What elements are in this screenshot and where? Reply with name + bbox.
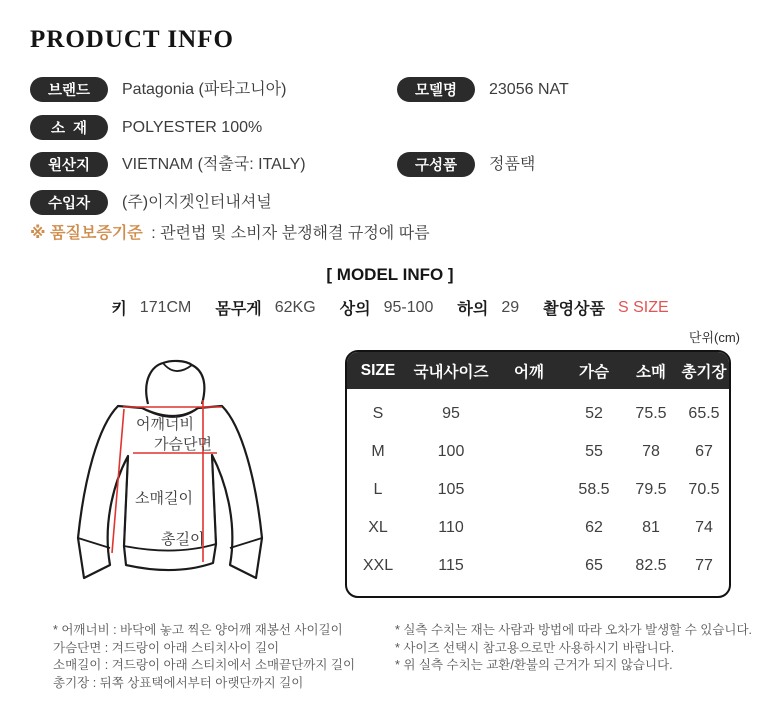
sweater-diagram xyxy=(30,352,330,607)
stat-value: 62KG xyxy=(274,298,316,316)
model-stats xyxy=(0,296,780,319)
cell-chest: 65 xyxy=(585,557,603,574)
col-sleeve: 소매 xyxy=(636,363,666,381)
field-row-importer xyxy=(30,190,272,215)
stat-label: 상의 xyxy=(339,301,371,318)
page-title: PRODUCT INFO xyxy=(30,26,234,53)
cell-size: XXL xyxy=(362,557,394,574)
note-line: 총기장 : 뒤쪽 상표택에서부터 아랫단까지 길이 xyxy=(53,675,304,690)
total-length-label: 총길이 xyxy=(161,531,205,548)
origin-badge: 원산지 xyxy=(30,152,108,177)
collar-outline xyxy=(146,361,204,404)
components-badge: 구성품 xyxy=(397,152,475,177)
cell-size: XL xyxy=(368,519,388,536)
quality-note-text: : 관련법 및 소비자 분쟁해결 규정에 따름 xyxy=(151,225,430,242)
field-row-model xyxy=(397,77,569,102)
model-info-title: [ MODEL INFO ] xyxy=(326,265,454,284)
cell-size: S xyxy=(372,405,384,422)
cell-size: L xyxy=(373,481,383,498)
table-row xyxy=(347,471,729,509)
cell-total-length: 74 xyxy=(695,519,713,536)
cell-total-length: 67 xyxy=(695,443,713,460)
model-badge: 모델명 xyxy=(397,77,475,102)
size-chart-table xyxy=(345,350,731,598)
col-total-length: 총기장 xyxy=(681,363,727,381)
table-row xyxy=(347,433,729,471)
stat-label: 촬영상품 xyxy=(543,301,605,318)
size-chart-body xyxy=(347,389,729,585)
note-line: 소매길이 : 겨드랑이 아래 스티치에서 소매끝단까지 길이 xyxy=(53,658,356,672)
importer-badge: 수입자 xyxy=(30,190,108,215)
quality-note xyxy=(30,220,430,243)
sleeve-length-label: 소매길이 xyxy=(135,490,193,507)
cell-total-length: 77 xyxy=(695,557,713,574)
stat-value-highlight: S SIZE xyxy=(617,298,669,316)
col-domestic-size: 국내사이즈 xyxy=(413,363,489,381)
note-line: * 어깨너비 : 바닥에 놓고 찍은 양어깨 재봉선 사이길이 xyxy=(53,623,343,637)
col-chest: 가슴 xyxy=(579,363,609,381)
measurement-notes xyxy=(42,622,355,692)
unit-label: 단위(cm) xyxy=(688,330,740,345)
stat-bottom-size xyxy=(457,296,519,319)
col-shoulder: 어깨 xyxy=(514,363,544,381)
table-row xyxy=(347,547,729,585)
cell-domestic-size: 100 xyxy=(437,443,465,460)
cell-domestic-size: 115 xyxy=(438,557,464,574)
field-row-components xyxy=(397,152,535,177)
brand-badge: 브랜드 xyxy=(30,77,108,102)
cell-domestic-size: 105 xyxy=(437,481,465,498)
cell-total-length: 65.5 xyxy=(688,405,720,422)
material-badge: 소 재 xyxy=(30,115,108,140)
stat-worn-size xyxy=(543,296,669,319)
material-value: POLYESTER 100% xyxy=(122,119,263,136)
stat-top-size xyxy=(340,296,434,319)
shoulder-width-label: 어깨너비 xyxy=(136,416,194,433)
brand-value: Patagonia (파타고니아) xyxy=(122,81,287,98)
sweater-illustration xyxy=(30,352,330,607)
table-row xyxy=(347,509,729,547)
quality-note-label: ※ 품질보증기준 xyxy=(30,225,143,242)
cell-sleeve: 75.5 xyxy=(635,405,667,422)
cell-chest: 52 xyxy=(585,405,603,422)
cell-sleeve: 82.5 xyxy=(635,557,667,574)
size-chart-header xyxy=(347,352,729,389)
field-row-brand xyxy=(30,77,286,102)
stat-label: 하의 xyxy=(457,301,489,318)
note-line: * 실측 수치는 재는 사람과 방법에 따라 오차가 발생할 수 있습니다. xyxy=(395,623,753,637)
cell-chest: 58.5 xyxy=(578,481,610,498)
col-size: SIZE xyxy=(360,361,396,379)
cell-sleeve: 81 xyxy=(642,519,660,536)
stat-value: 95-100 xyxy=(383,298,434,316)
field-row-material xyxy=(30,115,262,140)
stat-height xyxy=(111,296,191,319)
chest-width-label: 가슴단면 xyxy=(154,436,212,453)
model-value: 23056 NAT xyxy=(489,81,569,98)
importer-value: (주)이지겟인터내셔널 xyxy=(122,194,272,211)
note-line: 가슴단면 : 겨드랑이 아래 스티치사이 길이 xyxy=(53,640,280,655)
cell-domestic-size: 110 xyxy=(438,519,464,536)
components-value: 정품택 xyxy=(489,156,536,173)
note-line: * 사이즈 선택시 참고용으로만 사용하시기 바랍니다. xyxy=(395,640,675,655)
stat-label: 몸무게 xyxy=(215,301,262,318)
note-line: * 위 실측 수치는 교환/환불의 근거가 되지 않습니다. xyxy=(395,658,673,672)
stat-label: 키 xyxy=(111,301,127,318)
field-row-origin xyxy=(30,152,306,177)
stat-value: 171CM xyxy=(139,298,192,316)
stat-weight xyxy=(215,296,315,319)
cell-total-length: 70.5 xyxy=(688,481,720,498)
cell-sleeve: 78 xyxy=(642,443,660,460)
stat-value: 29 xyxy=(501,298,520,316)
cell-sleeve: 79.5 xyxy=(635,481,667,498)
cell-size: M xyxy=(371,443,385,460)
disclaimer-notes xyxy=(395,622,752,675)
table-row xyxy=(347,395,729,433)
cell-chest: 62 xyxy=(585,519,603,536)
cell-domestic-size: 95 xyxy=(442,405,460,422)
cell-chest: 55 xyxy=(585,443,603,460)
origin-value: VIETNAM (적출국: ITALY) xyxy=(122,156,306,173)
